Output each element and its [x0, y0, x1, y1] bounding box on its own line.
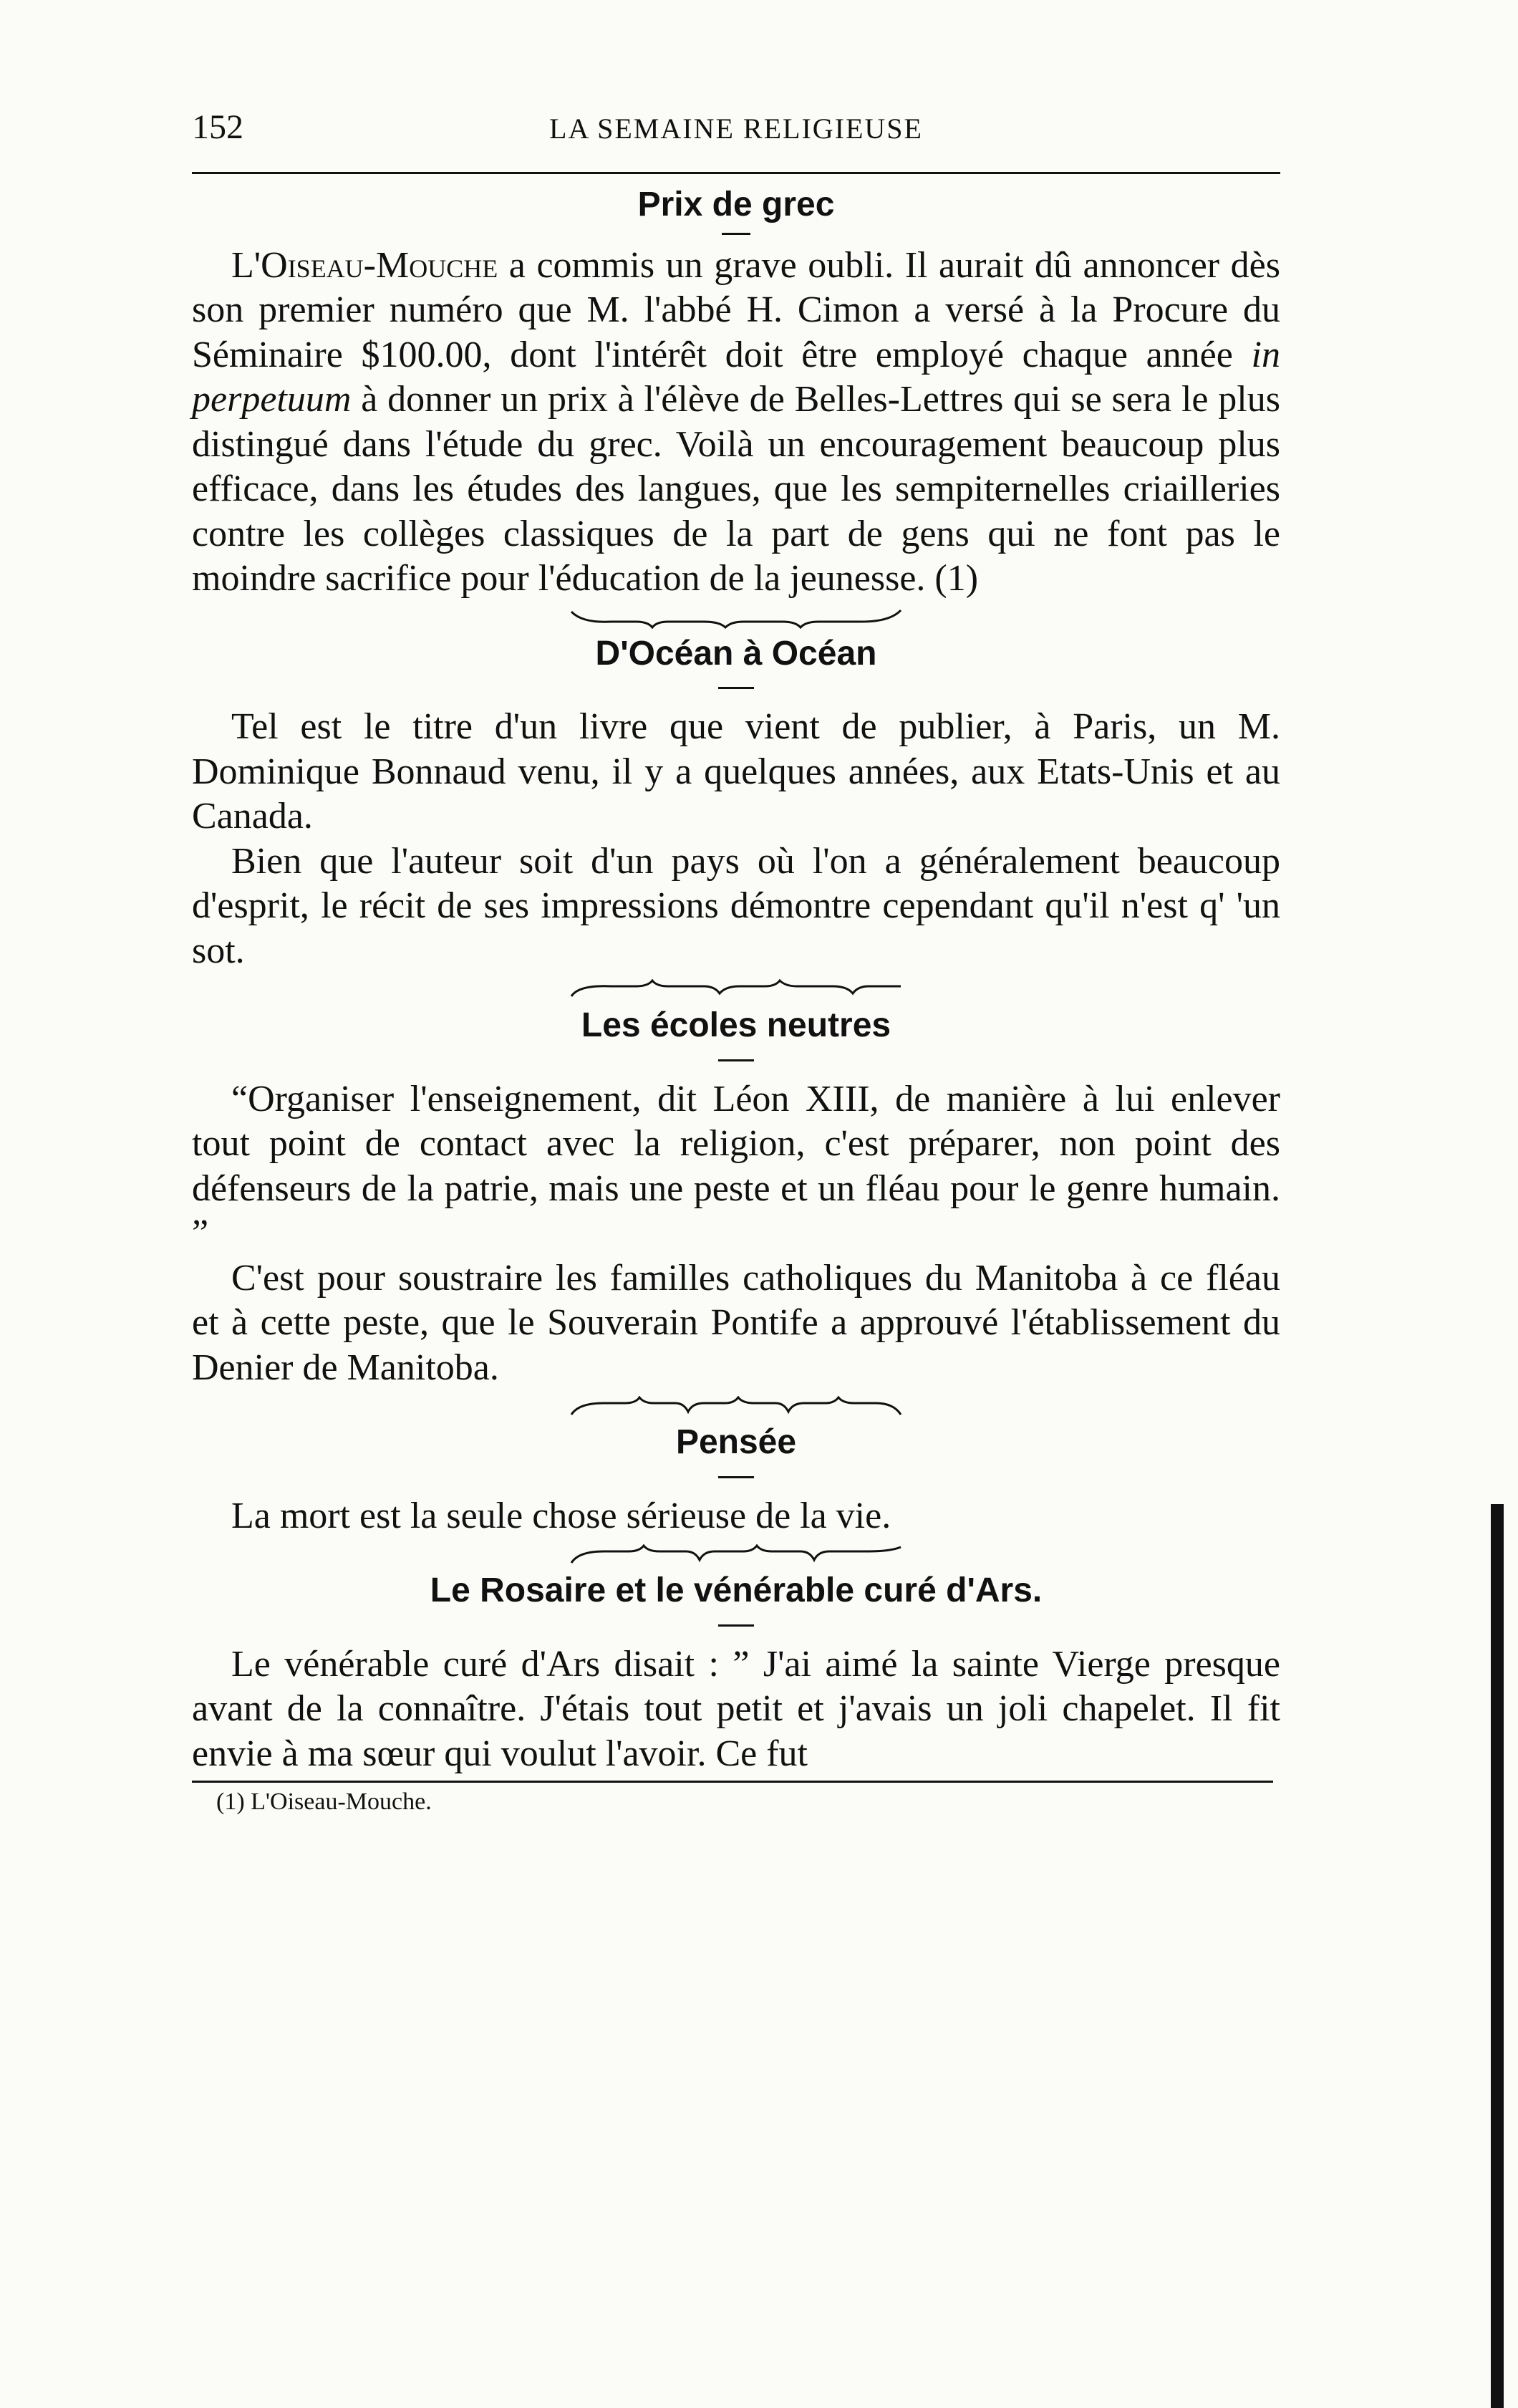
scan-edge [1491, 1504, 1504, 2408]
section-title-prix-de-grec: Prix de grec [637, 186, 835, 223]
section-title-ocean: D'Océan à Océan [595, 634, 877, 673]
paragraph: Bien que l'auteur soit d'un pays où l'on a généralement beaucoup d'esprit, le récit de ses impressions démontre cependant qu'il n'est q' 'un sot. [192, 840, 1280, 971]
header-rule [192, 172, 1280, 174]
paragraph-text: à donner un prix à l'élève de Belles-Lettres qui se sera le plus distingué dans l'étude du grec. Voilà un encouragement beaucoup plus efficace, dans les études des langues, que les sempiternelles criailleries contre les collèges classiques de la part de gens qui ne font pas le moindre sacrifice pour l'éducation de la jeunesse. (1) [192, 379, 1280, 599]
publication-name: L'Oiseau-Mouche [231, 244, 498, 286]
footnote-rule [192, 1781, 1273, 1783]
paragraph: C'est pour soustraire les familles catholiques du Manitoba à ce fléau et à cette peste, que le Souverain Pontife a approuvé l'établissement du Denier de Manitoba. [192, 1257, 1280, 1388]
paragraph-quote: “Organiser l'enseignement, dit Léon XIII, de manière à lui enlever tout point de contact avec la religion, c'est préparer, non point des défenseurs de la patrie, mais une peste et un fléau pour le genre humain. ” [192, 1078, 1280, 1254]
section-dash [718, 1059, 754, 1061]
footnote: (1) L'Oiseau-Mouche. [216, 1788, 432, 1816]
section-dash [718, 687, 754, 689]
section-dash [718, 1624, 754, 1627]
paragraph: Tel est le titre d'un livre que vient de publier, à Paris, un M. Dominique Bonnaud venu, il y a quelques années, aux Etats-Unis et au Canada. [192, 706, 1280, 837]
paragraph-text: a commis un grave oubli. Il aurait dû annoncer dès son premier numéro que M. l'abbé H. Cimon a versé à la Procure du Séminaire $100.00, dont l'intérêt doit être employé chaque année [192, 244, 1280, 375]
ornament-divider [568, 607, 904, 629]
paragraph-prix-de-grec [192, 244, 1280, 602]
ornament-divider [568, 1396, 904, 1417]
ornament-divider [568, 979, 904, 1001]
paragraph: Le vénérable curé d'Ars disait : ” J'ai aimé la sainte Vierge presque avant de la connaître. J'étais tout petit et j'avais un joli chapelet. Il fit envie à ma sœur qui voulut l'avoir. Ce fut [192, 1643, 1280, 1774]
section-title-rosaire: Le Rosaire et le vénérable curé d'Ars. [430, 1571, 1043, 1610]
section-dash [718, 1476, 754, 1478]
section-dash [722, 233, 750, 235]
paragraph: La mort est la seule chose sérieuse de la vie. [231, 1495, 891, 1536]
ornament-divider [568, 1544, 904, 1566]
running-title: LA SEMAINE RELIGIEUSE [549, 112, 923, 145]
latin-phrase: in perpetuum [192, 334, 1280, 420]
section-title-ecoles-neutres: Les écoles neutres [581, 1006, 891, 1045]
page [192, 107, 1280, 1816]
page-number: 152 [192, 108, 243, 146]
running-header [192, 107, 1280, 150]
section-title-pensee: Pensée [675, 1423, 797, 1462]
